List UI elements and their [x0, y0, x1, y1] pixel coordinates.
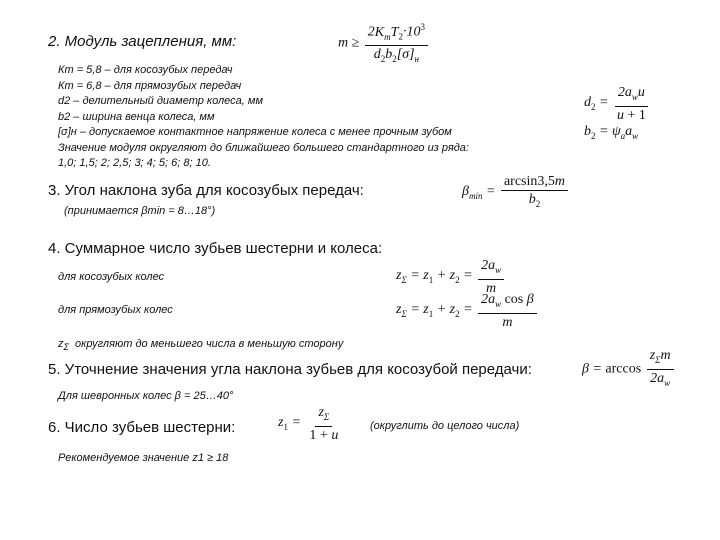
beta-range-note: (принимается βmin = 8…18°) — [64, 205, 216, 217]
helical-label: для косозубых колес — [58, 271, 165, 283]
beta-arccos-formula: β = arccos $\frac{z_\Sigma m}{2a_w}$ — [582, 348, 676, 391]
note-line: 1,0; 1,5; 2; 2,5; 3; 4; 5; 6; 8; 10. — [58, 157, 211, 169]
section-6-title: 6. Число зубьев шестерни: — [48, 419, 236, 436]
module-formula: m ≥ $\frac{2K_mT_2\cdot 10^3}{d_2b_2[\sigma]_н}$ — [338, 20, 430, 67]
note-line: [σ]н – допускаемое контактное напряжение колеса с менее прочным зубом — [58, 126, 452, 138]
module-notes — [58, 63, 469, 172]
section-4-title: 4. Суммарное число зубьев шестерни и колеса: — [48, 240, 383, 257]
note-line: d2 – делительный диаметр колеса, мм — [58, 95, 263, 107]
recommended-note: Рекомендуемое значение z1 ≥ 18 — [58, 452, 229, 464]
note-line: Кm = 5,8 – для косозубых передач — [58, 64, 233, 76]
herringbone-note: Для шевронных колес β = 25…40° — [58, 390, 234, 402]
z-sum-spur-formula: $z_\Sigma = z_1 + z_2$ = $\frac{2a_w \cos \beta}{m}$ — [396, 292, 539, 330]
z-sum-helical-formula: $z_\Sigma = z_1 + z_2$ = $\frac{2a_w}{m}$ — [396, 258, 506, 296]
z-sum-round-note: $z_\Sigma$ округляют до меньшего числа в меньшую сторону — [58, 338, 344, 353]
note-line: b2 – ширина венца колеса, мм — [58, 110, 215, 123]
z1-formula: $z_1$ = $\frac{z_\Sigma}{1 + u}$ — [278, 405, 339, 443]
note-line: Кm = 6,8 – для прямозубых передач — [58, 79, 242, 92]
section-2-title: 2. Модуль зацепления, мм: — [48, 33, 237, 50]
beta-min-formula: $\beta_{min}$ = $\frac{\arcsin 3,5m}{b_2}$ — [462, 174, 570, 212]
spur-label: для прямозубых колес — [58, 304, 173, 316]
section-3-title: 3. Угол наклона зуба для косозубых передач: — [48, 182, 364, 199]
section-5-title: 5. Уточнение значения угла наклона зубьев для косозубой передачи: — [48, 361, 532, 378]
b2-formula: $b_2 = \psi_aa_w$ — [584, 124, 639, 141]
round-integer-note: (округлить до целого числа) — [370, 420, 520, 432]
note-line: Значение модуля округляют до ближайшего большего стандартного из ряда: — [58, 141, 469, 154]
d2-formula: $d_2$ = $\frac{2a_wu}{u + 1}$ — [584, 85, 651, 123]
